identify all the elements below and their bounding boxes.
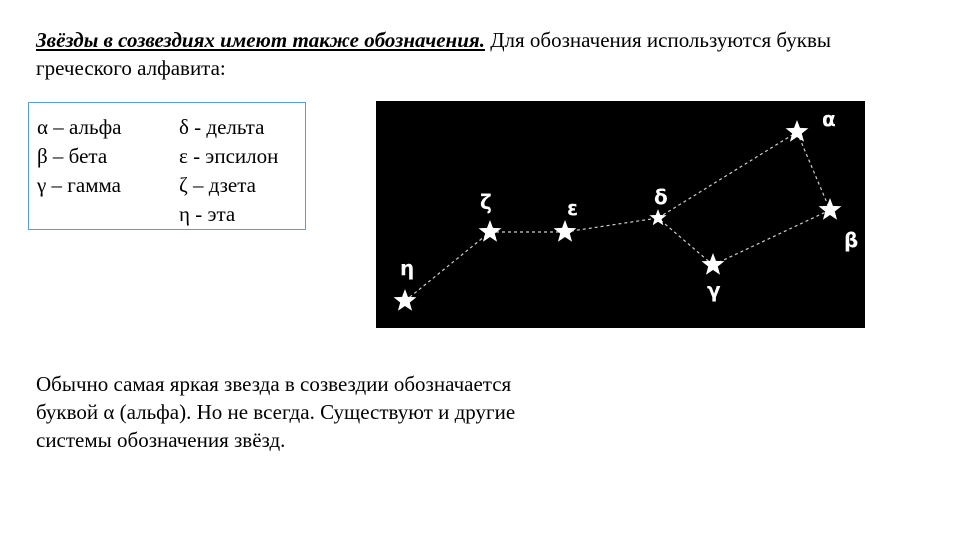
intro-rest: Для обозначения используются буквы греческого алфавита: <box>36 28 832 80</box>
greek-letter-delta: δ - дельта <box>179 115 265 139</box>
connection-line-epsilon-delta <box>565 218 658 232</box>
constellation-diagram <box>376 101 865 328</box>
star-gamma-icon <box>702 253 725 275</box>
greek-column-right <box>179 113 278 229</box>
constellation-svg <box>376 101 865 328</box>
connection-line-delta-alpha <box>658 132 797 218</box>
greek-letter-zeta: ζ – дзета <box>179 173 257 197</box>
connection-line-beta-gamma <box>713 210 830 265</box>
star-delta-icon <box>649 209 666 225</box>
greek-letter-gamma: γ – гамма <box>37 173 121 197</box>
star-label-beta: β <box>844 228 859 252</box>
greek-column-left <box>37 113 122 200</box>
greek-letter-beta: β – бета <box>37 144 108 168</box>
intro-lead: Звёзды в созвездиях имеют также обозначения. <box>36 28 485 52</box>
greek-letter-epsilon: ε - эпсилон <box>179 144 279 168</box>
note-text: Обычно самая яркая звезда в созвездии обозначается буквой α (альфа). Но не всегда. Существуют и другие системы обозначения звёзд. <box>36 372 516 452</box>
greek-letter-eta: η - эта <box>179 202 236 226</box>
star-label-gamma: γ <box>707 278 721 302</box>
connection-line-gamma-delta <box>658 218 713 265</box>
connection-line-alpha-beta <box>797 132 830 210</box>
star-label-eta: η <box>400 256 415 280</box>
star-label-delta: δ <box>654 185 668 209</box>
connection-line-eta-zeta <box>405 232 490 301</box>
star-zeta-icon <box>479 220 502 242</box>
greek-letter-alpha: α – альфа <box>37 115 122 139</box>
star-alpha-icon <box>786 120 809 142</box>
greek-alphabet-box <box>28 102 306 230</box>
star-beta-icon <box>819 198 842 220</box>
star-epsilon-icon <box>554 220 577 242</box>
star-label-epsilon: ε <box>567 196 579 220</box>
intro-text <box>36 26 916 82</box>
star-eta-icon <box>394 289 417 311</box>
star-label-zeta: ζ <box>480 190 492 214</box>
star-label-alpha: α <box>822 107 836 131</box>
